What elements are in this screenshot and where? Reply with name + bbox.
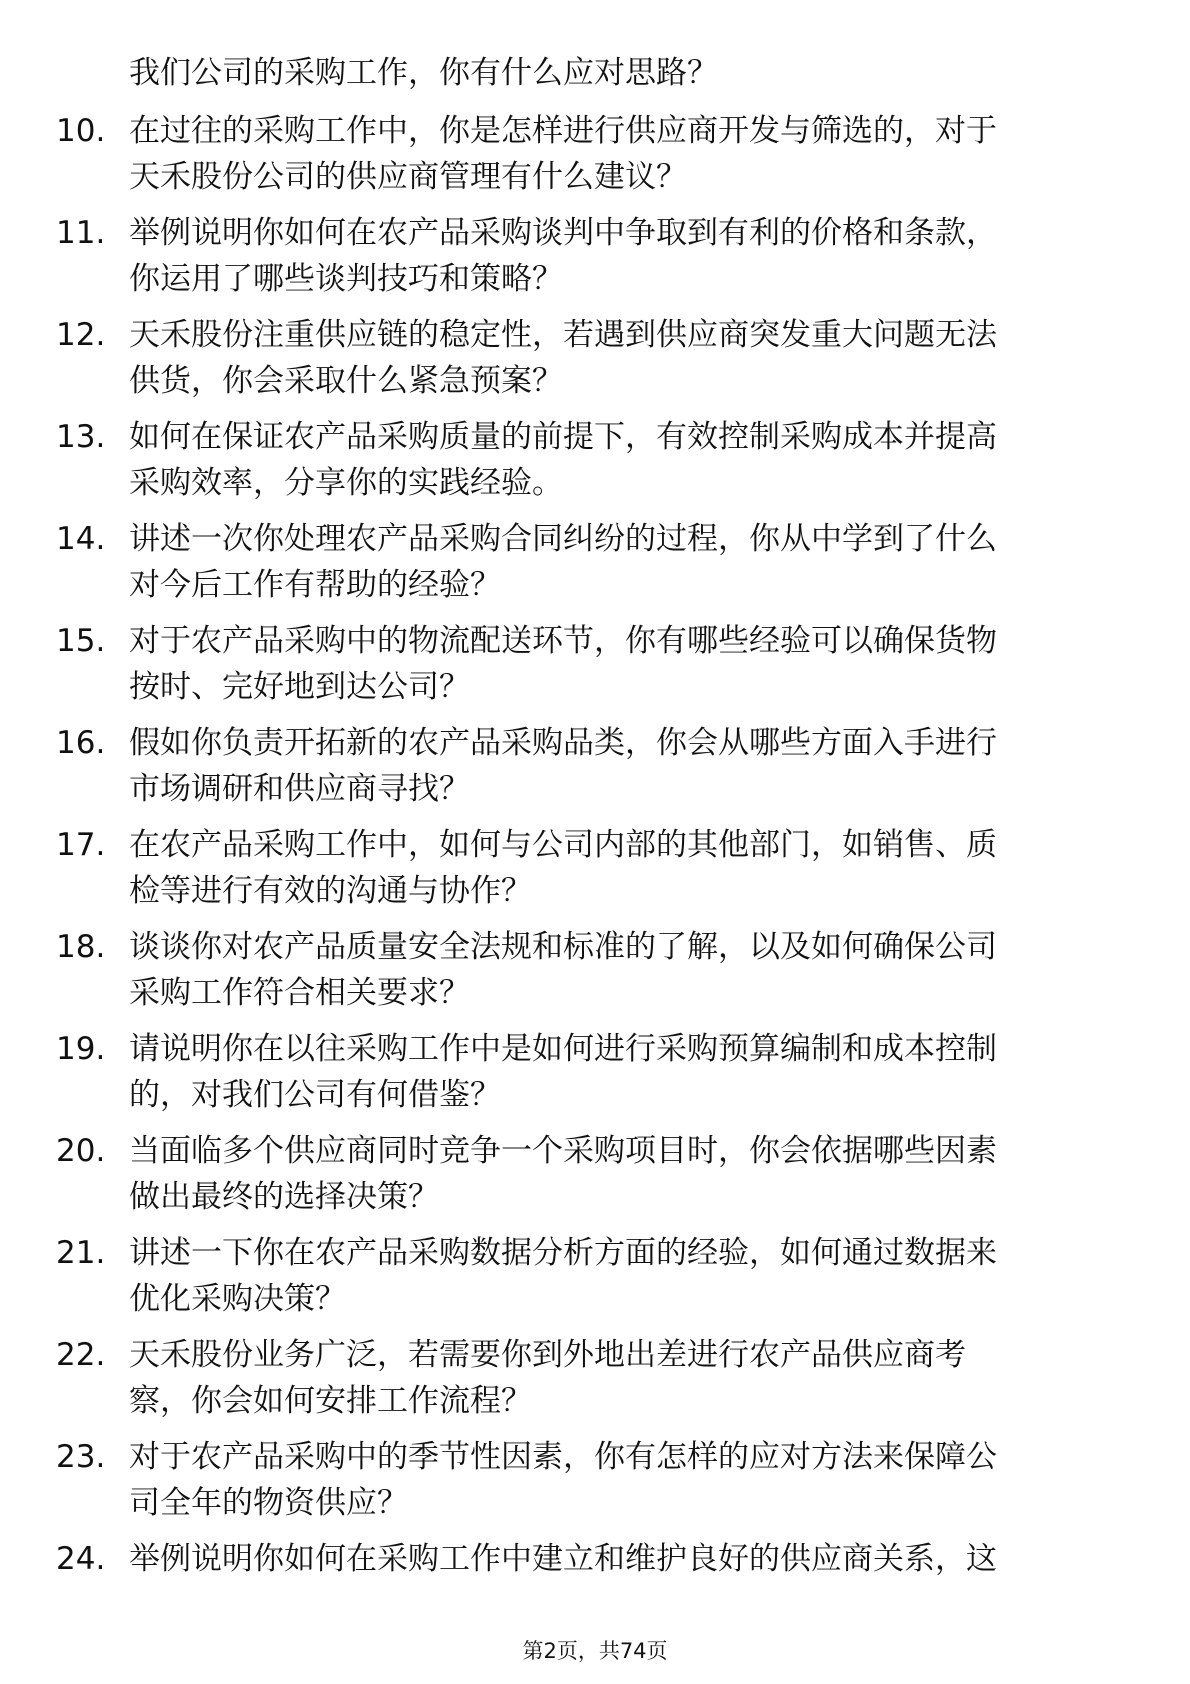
question-number: 21. (56, 1235, 106, 1271)
question-number: 19. (56, 1031, 106, 1067)
question-line: 举例说明你如何在农产品采购谈判中争取到有利的价格和条款， (129, 215, 997, 251)
question-number: 22. (56, 1337, 106, 1373)
question-line: 采购效率，分享你的实践经验。 (129, 465, 563, 501)
question-line: 天禾股份注重供应链的稳定性，若遇到供应商突发重大问题无法 (129, 317, 997, 353)
question-item (0, 1536, 1190, 1638)
question-line: 天禾股份业务广泛，若需要你到外地出差进行农产品供应商考 (129, 1337, 966, 1373)
question-item (0, 618, 1190, 720)
question-line: 市场调研和供应商寻找？ (129, 771, 470, 807)
question-text (129, 1230, 1129, 1322)
question-item (0, 516, 1190, 618)
question-text (129, 618, 1129, 710)
question-number: 23. (56, 1439, 106, 1475)
question-number: 17. (56, 827, 106, 863)
question-line: 对于农产品采购中的物流配送环节，你有哪些经验可以确保货物 (129, 623, 997, 659)
question-number: 13. (56, 419, 106, 455)
question-line: 当面临多个供应商同时竞争一个采购项目时，你会依据哪些因素 (129, 1133, 997, 1169)
question-text (129, 1128, 1129, 1220)
question-text (129, 312, 1129, 404)
question-item (0, 312, 1190, 414)
question-text (129, 516, 1129, 608)
question-number: 14. (56, 521, 106, 557)
question-line: 如何在保证农产品采购质量的前提下，有效控制采购成本并提高 (129, 419, 997, 455)
question-line: 察，你会如何安排工作流程？ (129, 1383, 532, 1419)
question-item (0, 822, 1190, 924)
question-line: 举例说明你如何在采购工作中建立和维护良好的供应商关系，这 (129, 1541, 997, 1577)
question-line: 天禾股份公司的供应商管理有什么建议？ (129, 159, 687, 195)
question-number: 24. (56, 1541, 106, 1577)
question-text (129, 1026, 1129, 1118)
question-item (0, 210, 1190, 312)
question-item (0, 924, 1190, 1026)
question-line: 的，对我们公司有何借鉴？ (129, 1077, 501, 1113)
continuation-text: 我们公司的采购工作，你有什么应对思路？ (129, 55, 718, 91)
question-text (129, 210, 1129, 302)
question-text (129, 108, 1129, 200)
question-number: 10. (56, 113, 106, 149)
question-line: 在农产品采购工作中，如何与公司内部的其他部门，如销售、质 (129, 827, 997, 863)
question-line: 供货，你会采取什么紧急预案？ (129, 363, 563, 399)
question-line: 你运用了哪些谈判技巧和策略？ (129, 261, 563, 297)
question-line: 谈谈你对农产品质量安全法规和标准的了解，以及如何确保公司 (129, 929, 997, 965)
question-item (0, 1332, 1190, 1434)
question-line: 讲述一次你处理农产品采购合同纠纷的过程，你从中学到了什么 (129, 521, 997, 557)
question-number: 11. (56, 215, 106, 251)
question-item (0, 108, 1190, 210)
question-text (129, 924, 1129, 1016)
page-footer: 第2页，共74页 (522, 1639, 668, 1663)
question-item (0, 414, 1190, 516)
question-number: 16. (56, 725, 106, 761)
question-text (129, 1536, 1129, 1582)
question-number: 12. (56, 317, 106, 353)
question-item (0, 1128, 1190, 1230)
question-item (0, 1434, 1190, 1536)
question-line: 讲述一下你在农产品采购数据分析方面的经验，如何通过数据来 (129, 1235, 997, 1271)
question-number: 18. (56, 929, 106, 965)
question-line: 优化采购决策？ (129, 1281, 346, 1317)
question-line: 做出最终的选择决策？ (129, 1179, 439, 1215)
question-line: 司全年的物资供应？ (129, 1485, 408, 1521)
question-line: 采购工作符合相关要求？ (129, 975, 470, 1011)
question-item (0, 1230, 1190, 1332)
question-line: 检等进行有效的沟通与协作？ (129, 873, 532, 909)
question-item (0, 720, 1190, 822)
question-line: 假如你负责开拓新的农产品采购品类，你会从哪些方面入手进行 (129, 725, 997, 761)
question-line: 对于农产品采购中的季节性因素，你有怎样的应对方法来保障公 (129, 1439, 997, 1475)
question-text (129, 822, 1129, 914)
question-text (129, 1332, 1129, 1424)
question-line: 按时、完好地到达公司？ (129, 669, 470, 705)
question-line: 请说明你在以往采购工作中是如何进行采购预算编制和成本控制 (129, 1031, 997, 1067)
question-text (129, 720, 1129, 812)
question-list (0, 108, 1190, 1638)
question-line: 在过往的采购工作中，你是怎样进行供应商开发与筛选的，对于 (129, 113, 997, 149)
question-text (129, 1434, 1129, 1526)
question-item (0, 1026, 1190, 1128)
question-number: 15. (56, 623, 106, 659)
question-line: 对今后工作有帮助的经验？ (129, 567, 501, 603)
question-text (129, 414, 1129, 506)
question-number: 20. (56, 1133, 106, 1169)
